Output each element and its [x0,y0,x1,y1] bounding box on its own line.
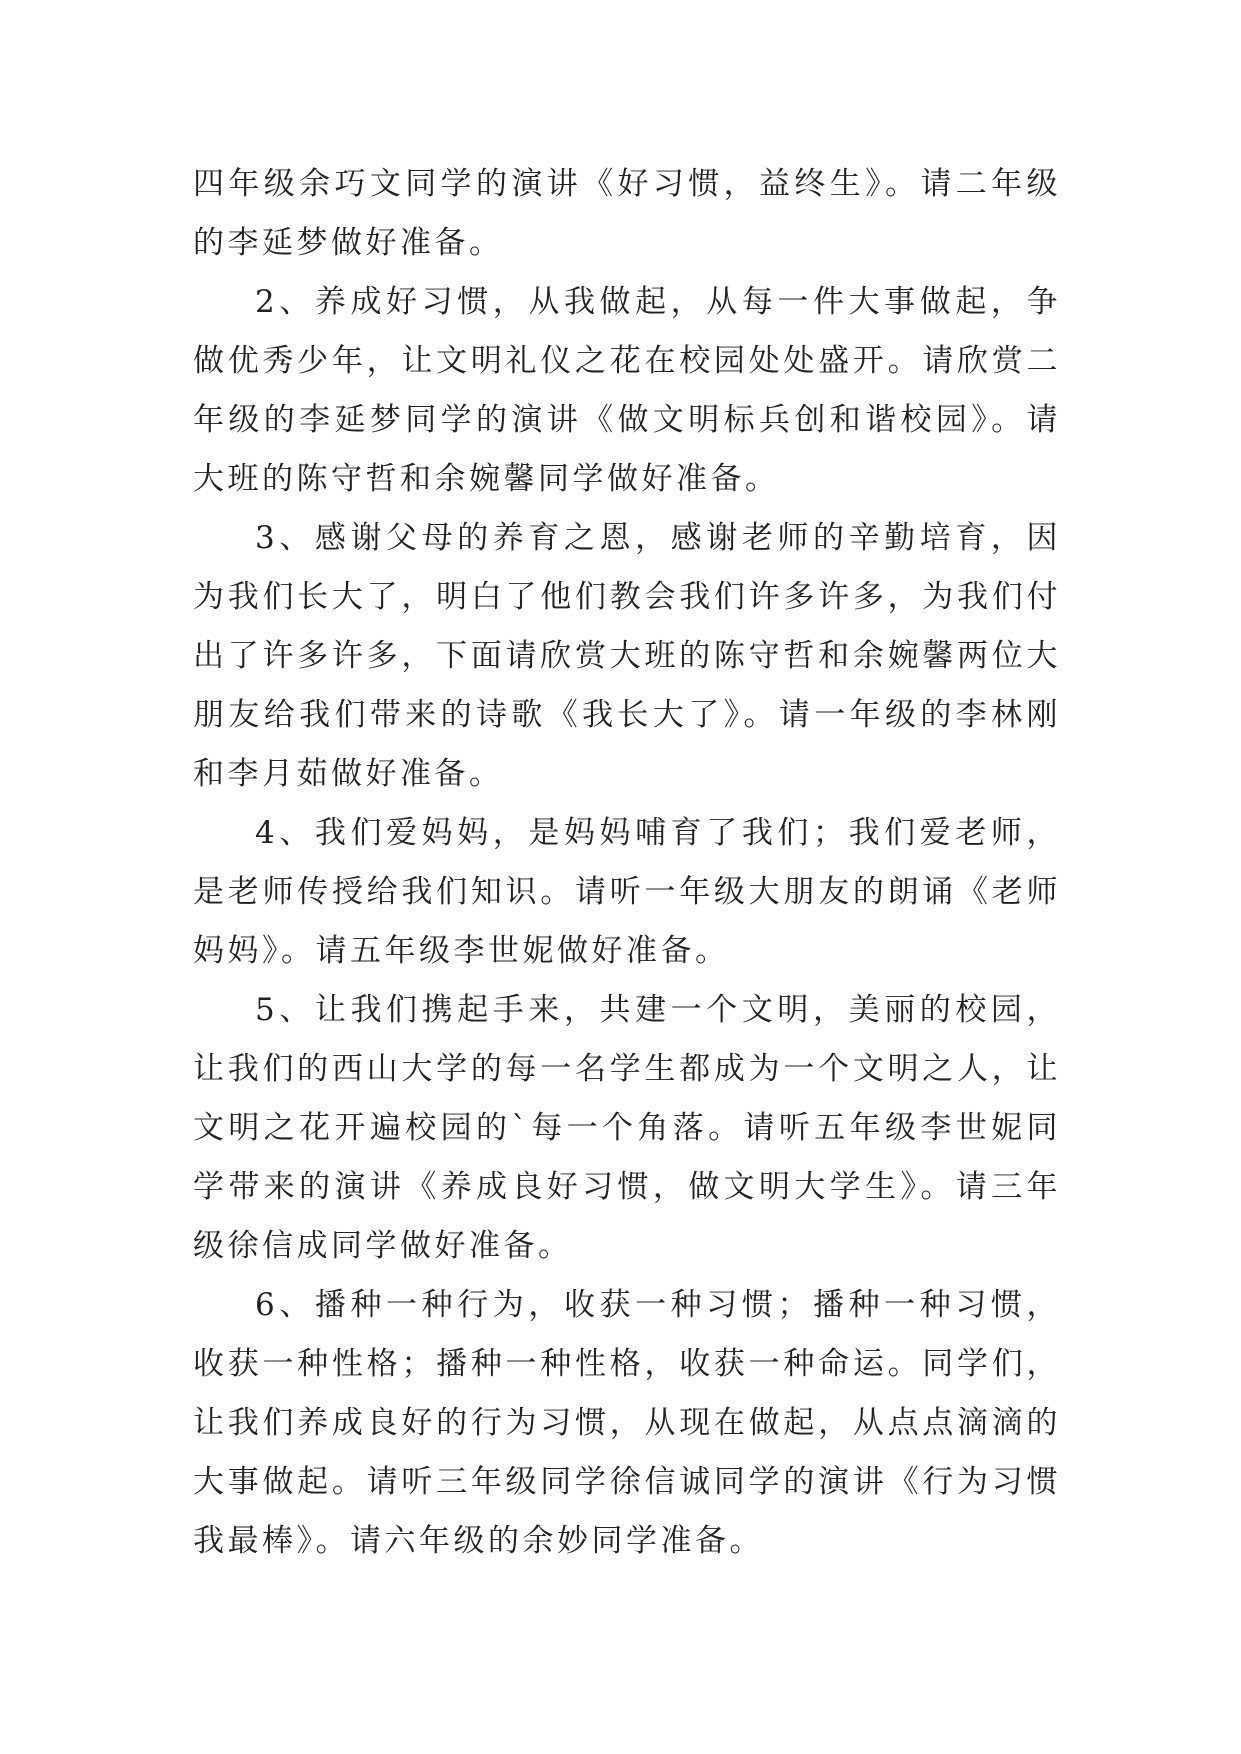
paragraph-item-2: 2、养成好习惯，从我做起，从每一件大事做起，争做优秀少年，让文明礼仪之花在校园处处盛开。请欣赏二年级的李延梦同学的演讲《做文明标兵创和谐校园》。请大班的陈守哲和余婉馨同学做好准备。 [193,284,1061,497]
paragraph-item-4: 4、我们爱妈妈，是妈妈哺育了我们；我们爱老师，是老师传授给我们知识。请听一年级大朋友的朗诵《老师妈妈》。请五年级李世妮做好准备。 [193,815,1061,969]
paragraph-item-6: 6、播种一种行为，收获一种习惯；播种一种习惯，收获一种性格；播种一种性格，收获一种命运。同学们，让我们养成良好的行为习惯，从现在做起，从点点滴滴的大事做起。请听三年级同学徐信诚同学的演讲《行为习惯我最棒》。请六年级的余妙同学准备。 [193,1287,1061,1559]
paragraph-item-5: 5、让我们携起手来，共建一个文明，美丽的校园，让我们的西山大学的每一名学生都成为一个文明之人，让文明之花开遍校园的`每一个角落。请听五年级李世妮同学带来的演讲《养成良好习惯，做文明大学生》。请三年级徐信成同学做好准备。 [193,992,1061,1264]
document-body [193,155,1061,1571]
paragraph-continuation: 四年级余巧文同学的演讲《好习惯，益终生》。请二年级的李延梦做好准备。 [193,166,1061,261]
paragraph-item-3: 3、感谢父母的养育之恩，感谢老师的辛勤培育，因为我们长大了，明白了他们教会我们许多许多，为我们付出了许多许多，下面请欣赏大班的陈守哲和余婉馨两位大朋友给我们带来的诗歌《我长大了》。请一年级的李林刚和李月茹做好准备。 [193,520,1061,792]
